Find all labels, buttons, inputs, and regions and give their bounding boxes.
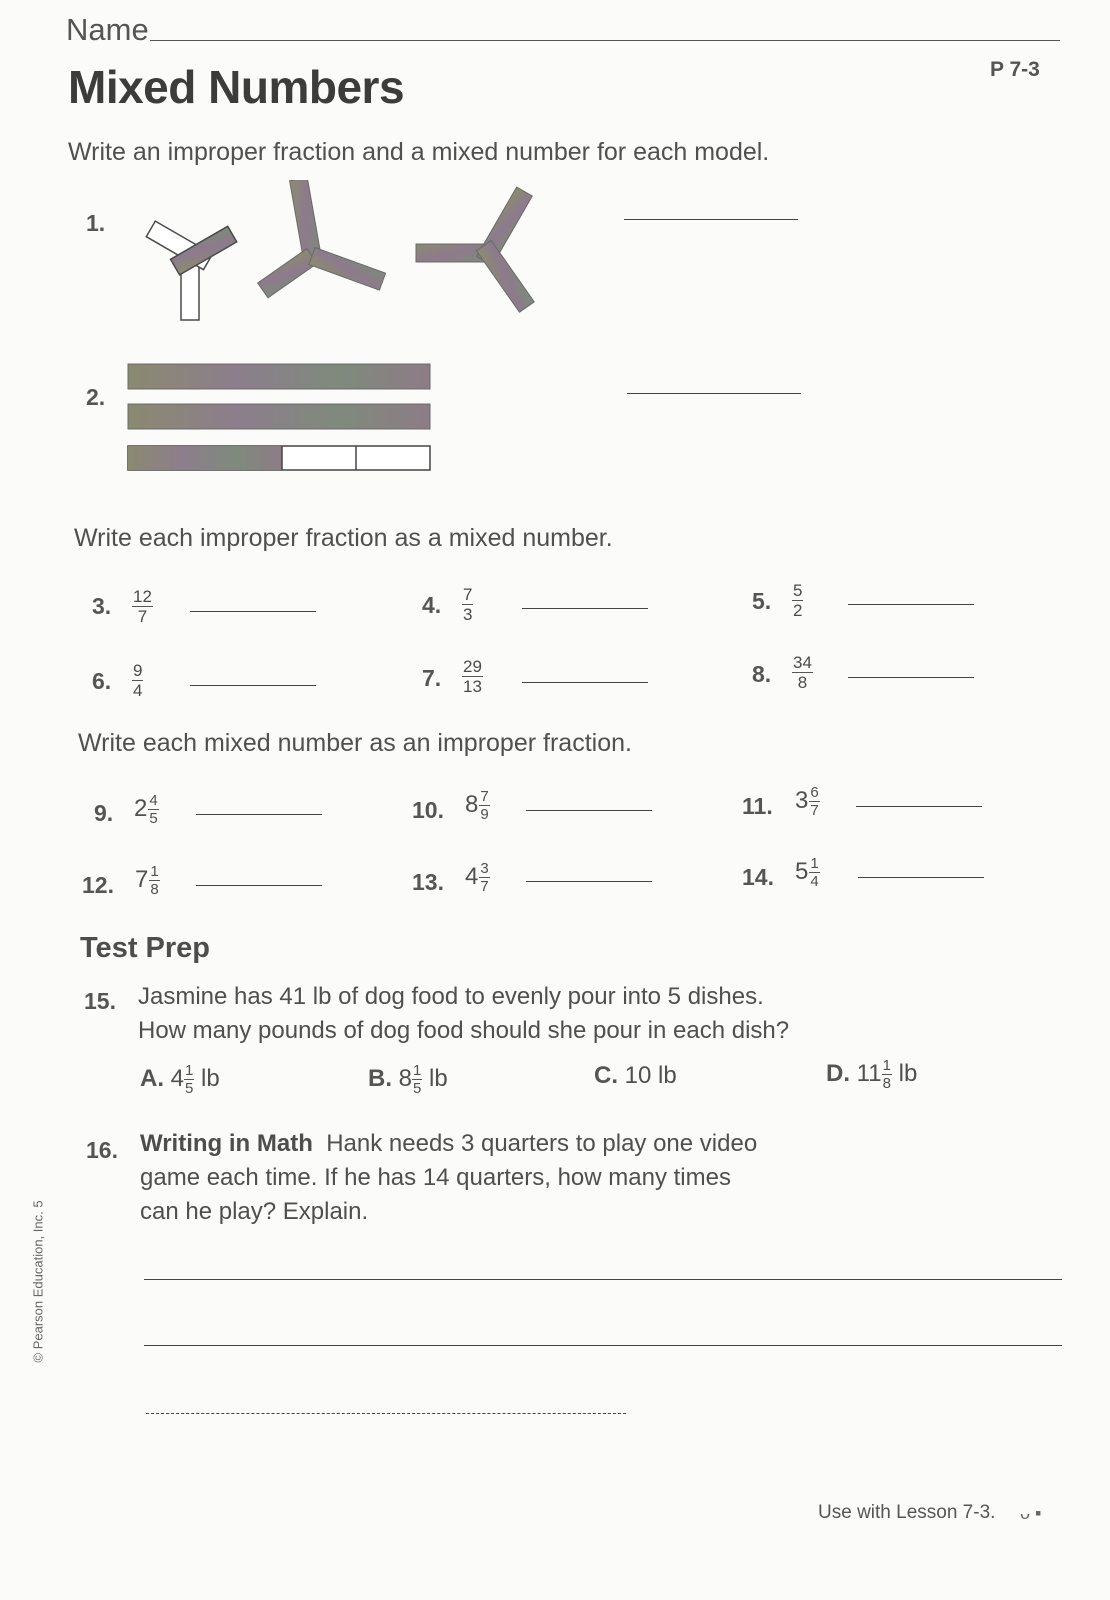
y-model-2 <box>258 180 386 298</box>
q6-answer-line[interactable] <box>190 685 316 686</box>
bar-1-full <box>128 364 430 389</box>
copyright-notice: © Pearson Education, Inc. 5 <box>30 1200 46 1363</box>
page-title: Mixed Numbers <box>68 61 405 113</box>
writing-in-math-label: Writing in Math <box>140 1130 313 1157</box>
q8-fraction: $\frac{34}{8}$ <box>793 653 812 692</box>
name-label: Name <box>66 12 149 47</box>
q15-choice-a[interactable]: A. 4 $\frac{1}{5}$ lb <box>140 1062 220 1097</box>
q5-answer-line[interactable] <box>848 604 974 605</box>
q15-choice-d[interactable]: D. 11 $\frac{1}{8}$ lb <box>826 1057 918 1092</box>
q1-model-figure <box>110 180 540 330</box>
q4-fraction: $\frac{7}{3}$ <box>463 585 473 624</box>
q10-answer-line[interactable] <box>526 810 652 811</box>
q2-model-figure <box>126 362 436 474</box>
lesson-footer: Use with Lesson 7-3. <box>818 1502 996 1523</box>
q6-fraction: $\frac{9}{4}$ <box>133 661 143 700</box>
q6-number: 6. <box>92 668 112 694</box>
q5-number: 5. <box>752 588 772 614</box>
q14-answer-line[interactable] <box>858 877 984 878</box>
bar-2-full <box>128 404 430 429</box>
q14-number: 14. <box>742 864 774 890</box>
q2-answer-line[interactable] <box>627 393 801 394</box>
q8-answer-line[interactable] <box>848 677 974 678</box>
name-answer-line[interactable] <box>150 40 1060 41</box>
q5-fraction: $\frac{5}{2}$ <box>793 581 803 620</box>
q3-number: 3. <box>92 593 112 619</box>
q2-number: 2. <box>86 384 106 410</box>
q12-number: 12. <box>82 872 114 898</box>
q7-fraction: $\frac{29}{13}$ <box>463 657 482 696</box>
q1-number: 1. <box>86 210 106 236</box>
q3-fraction: $\frac{12}{7}$ <box>133 587 152 626</box>
q15-choice-c[interactable]: C. 10 lb <box>594 1062 677 1089</box>
q4-answer-line[interactable] <box>522 608 648 609</box>
q11-answer-line[interactable] <box>856 806 982 807</box>
q11-number: 11. <box>742 793 773 819</box>
q15-question <box>138 980 789 1048</box>
q10-number: 10. <box>412 797 444 823</box>
q8-number: 8. <box>752 661 772 687</box>
q12-answer-line[interactable] <box>196 885 322 886</box>
q12-mixed-number: 7 $\frac{1}{8}$ <box>135 863 159 898</box>
q3-answer-line[interactable] <box>190 611 316 612</box>
instruction-models: Write an improper fraction and a mixed number for each model. <box>68 138 770 166</box>
q9-mixed-number: 2 $\frac{4}{5}$ <box>134 792 158 827</box>
q16-writing-line-3[interactable] <box>146 1413 626 1414</box>
q16-question <box>140 1127 757 1229</box>
q16-line-3: can he play? Explain. <box>140 1198 369 1225</box>
instruction-improper-to-mixed: Write each improper fraction as a mixed number. <box>74 524 613 552</box>
q9-answer-line[interactable] <box>196 814 322 815</box>
q16-line-1: Hank needs 3 quarters to play one video <box>326 1130 758 1157</box>
bar-3-shaded <box>128 446 282 470</box>
q16-line-2: game each time. If he has 14 quarters, how many times <box>140 1164 731 1191</box>
q7-number: 7. <box>422 665 442 691</box>
q11-mixed-number: 3 $\frac{6}{7}$ <box>795 784 819 819</box>
q14-mixed-number: 5 $\frac{1}{4}$ <box>795 855 819 890</box>
q15-line-2: How many pounds of dog food should she pour in each dish? <box>138 1017 790 1044</box>
q4-number: 4. <box>422 592 442 618</box>
q15-number: 15. <box>84 988 116 1014</box>
test-prep-heading: Test Prep <box>80 932 211 964</box>
q13-answer-line[interactable] <box>526 881 652 882</box>
corner-mark-icon: ᴗ ▪ <box>1020 1503 1042 1523</box>
q7-answer-line[interactable] <box>522 682 648 683</box>
y-model-3 <box>416 187 534 312</box>
instruction-mixed-to-improper: Write each mixed number as an improper fraction. <box>78 729 632 757</box>
q16-writing-line-1[interactable] <box>144 1279 1062 1280</box>
q1-answer-line[interactable] <box>624 219 798 220</box>
page-code: P 7-3 <box>990 58 1040 81</box>
q13-mixed-number: 4 $\frac{3}{7}$ <box>465 860 489 895</box>
q9-number: 9. <box>94 800 114 826</box>
q16-number: 16. <box>86 1137 118 1163</box>
q16-writing-line-2[interactable] <box>144 1345 1062 1346</box>
y-model-1 <box>146 221 236 320</box>
q15-line-1: Jasmine has 41 lb of dog food to evenly pour into 5 dishes. <box>138 983 764 1010</box>
q10-mixed-number: 8 $\frac{7}{9}$ <box>465 788 489 823</box>
q15-choice-b[interactable]: B. 8 $\frac{1}{5}$ lb <box>368 1062 448 1097</box>
q13-number: 13. <box>412 869 444 895</box>
